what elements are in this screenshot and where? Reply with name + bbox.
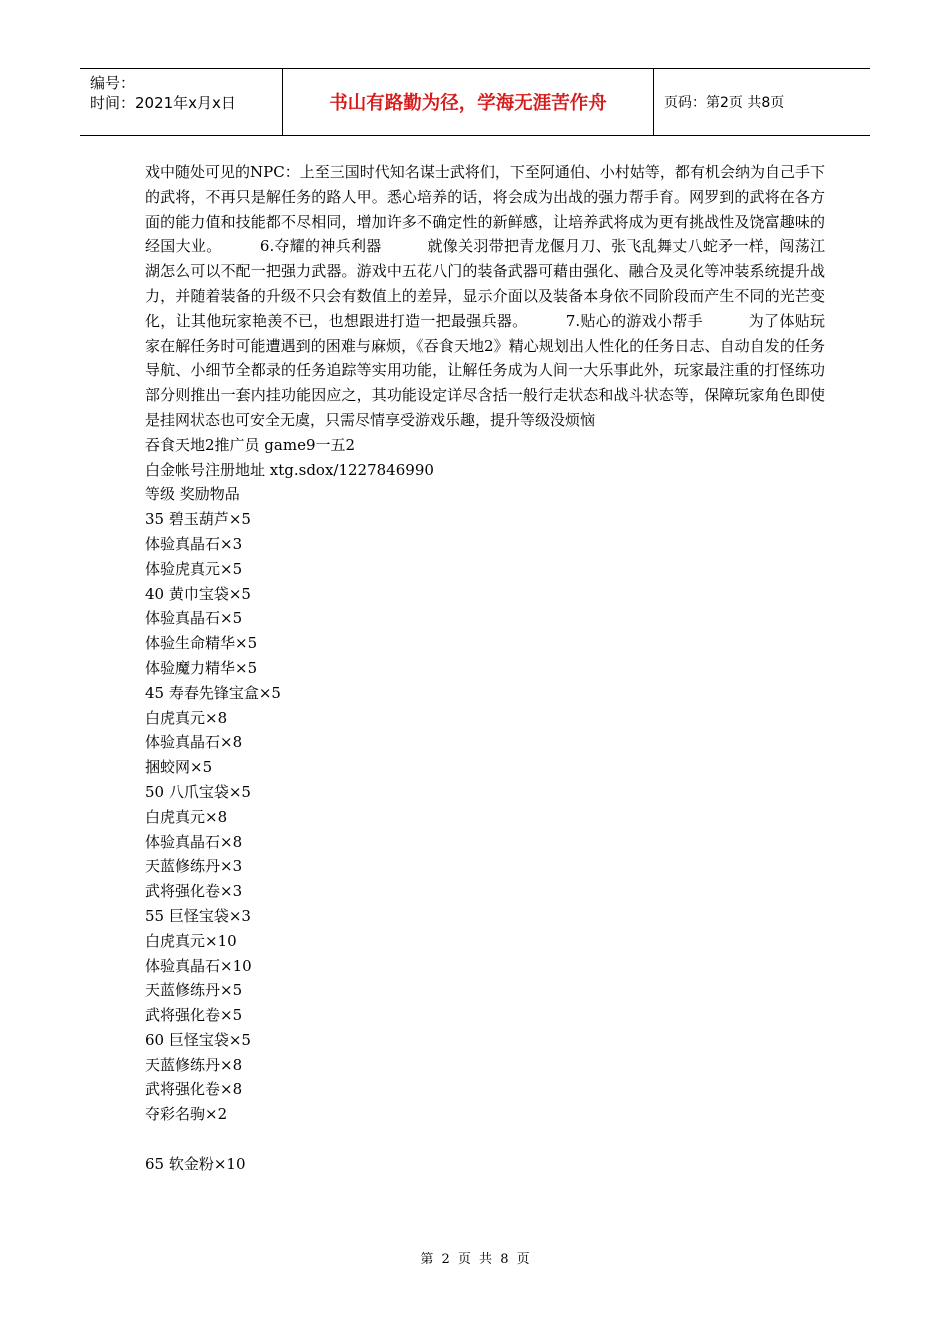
- reward-list: [145, 433, 825, 1127]
- text-line: 65 软金粉×10: [145, 1154, 246, 1173]
- text-line: 50 八爪宝袋×5: [145, 782, 251, 801]
- text-line: 体验真晶石×8: [145, 832, 243, 851]
- body-paragraph: 戏中随处可见的NPC：上至三国时代知名谋士武将们，下至阿通伯、小村姑等，都有机会纳为自己手下的武将，不再只是解任务的路人甲。悉心培养的话，将会成为出战的强力帮手育。网罗到的武将在各方面的能力值和技能都不尽相同，增加许多不确定性的新鲜感，让培养武将成为更有挑战性及饶富趣味的经国大业。 6.夺耀的神兵利器 就像关羽带把青龙偃月刀、张飞乱舞丈八蛇矛一样，闯荡江湖怎么可以不配一把强力武器。游戏中五花八门的装备武器可藉由强化、融合及灵化等冲装系统提升战力，并随着装备的升级不只会有数值上的差异，显示介面以及装备本身依不同阶段而产生不同的光芒变化，让其他玩家艳羡不已，也想跟进打造一把最强兵器。 7.贴心的游戏小帮手 为了体贴玩家在解任务时可能遭遇到的困难与麻烦，《吞食天地2》精心规划出人性化的任务日志、自动自发的任务导航、小细节全都录的任务追踪等实用功能，让解任务成为人间一大乐事此外，玩家最注重的打怪练功部分则推出一套内挂功能因应之，其功能设定详尽含括一般行走状态和战斗状态等，保障玩家角色即使是挂网状态也可安全无虞，只需尽情享受游戏乐趣，提升等级没烦恼: [145, 163, 825, 429]
- text-line: 白虎真元×8: [145, 708, 228, 727]
- text-line: 武将强化卷×8: [145, 1080, 243, 1099]
- header-motto: 书山有路勤为径，学海无涯苦作舟: [282, 69, 654, 135]
- text-line: 40 黄巾宝袋×5: [145, 584, 251, 603]
- text-line: 60 巨怪宝袋×5: [145, 1030, 251, 1049]
- text-line: 白虎真元×8: [145, 807, 228, 826]
- header-page-info: 页码：第2页 共8页: [664, 95, 785, 111]
- text-line: 捆蛟网×5: [145, 758, 213, 777]
- text-line: 吞食天地2推广员 game9一五2: [145, 435, 356, 454]
- document-number-label: 编号：: [90, 74, 136, 92]
- page-header: [80, 68, 870, 136]
- header-meta: [80, 69, 282, 135]
- text-line: 体验真晶石×10: [145, 956, 252, 975]
- text-line: 55 巨怪宝袋×3: [145, 906, 251, 925]
- reward-list-continued: [145, 1152, 825, 1177]
- text-line: 天蓝修练丹×3: [145, 857, 243, 876]
- text-line: 武将强化卷×5: [145, 1006, 243, 1025]
- text-line: 体验真晶石×3: [145, 534, 243, 553]
- text-line: 体验真晶石×8: [145, 733, 243, 752]
- text-line: 天蓝修练丹×5: [145, 981, 243, 1000]
- text-line: 夺彩名驹×2: [145, 1105, 228, 1124]
- document-body: [145, 160, 825, 1177]
- text-line: 天蓝修练丹×8: [145, 1055, 243, 1074]
- text-line: 体验真晶石×5: [145, 609, 243, 628]
- text-line: 白金帐号注册地址 xtg.sdox/1227846990: [145, 460, 434, 479]
- text-line: 武将强化卷×3: [145, 882, 243, 901]
- text-line: 35 碧玉葫芦×5: [145, 510, 251, 529]
- text-line: 等级 奖励物品: [145, 485, 240, 504]
- text-line: 体验生命精华×5: [145, 634, 258, 653]
- text-line: 45 寿春先锋宝盒×5: [145, 683, 281, 702]
- document-date: 时间：2021年x月x日: [90, 94, 236, 112]
- text-line: 白虎真元×10: [145, 931, 237, 950]
- blank-line: [145, 1127, 825, 1152]
- page-footer: 第 2 页 共 8 页: [420, 1252, 530, 1267]
- text-line: 体验虎真元×5: [145, 559, 243, 578]
- text-line: 体验魔力精华×5: [145, 658, 258, 677]
